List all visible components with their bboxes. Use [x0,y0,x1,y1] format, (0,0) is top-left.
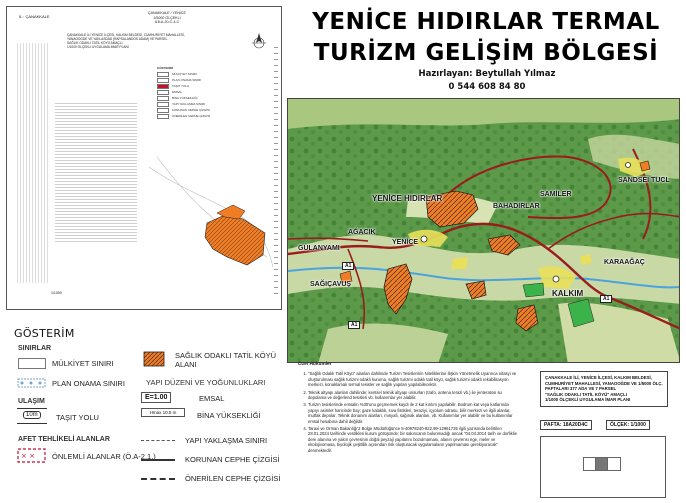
plan-title-block [540,371,668,407]
signature-area [540,436,666,498]
title-block-line: 1/1000 ÖLÇEKLİ UYGULAMA İMAR PLANI [545,397,631,402]
main-title-line2: TURİZM GELİŞİM BÖLGESİ [313,40,659,66]
legend-setback: YAPI YAKLAŞMA SINIRI [185,436,268,445]
map-label-karaagac: KARAAĞAÇ [604,259,645,266]
site-map[interactable] [287,98,680,363]
plan-legend-label: TAŞIT YOLU [172,84,190,88]
proposed-facade-sample [141,478,175,480]
main-title-line1: YENİCE HIDIRLAR TERMAL [312,9,660,35]
legend-protected-facade: KORUNAN CEPHE ÇİZGİSİ [185,455,280,464]
legend-plan-approval: PLAN ONAMA SINIRI [52,379,125,388]
notes-list [298,371,520,453]
province-label: İL : ÇANAKKALE [19,14,50,19]
map-label-sagicavus: SAĞIÇAVUŞ [310,281,352,288]
map-canvas [288,99,680,363]
plan-legend [157,65,269,143]
road-width-badge: 10m [23,411,41,419]
map-label-gulanyami: GÜLANYAMI [298,245,340,252]
legend-section-boundaries: SINIRLAR [18,345,52,352]
plan-title-text [67,33,187,49]
plan-legend-label: MÜLKİYET SINIRI [172,72,197,76]
map-label-yenice: YENİCE [392,239,419,246]
map-label-agacik: AĞACIK [348,229,376,236]
plan-header-line: İ18-A-20-C-4-C [154,20,180,25]
signature-box [607,457,621,471]
note-item: 1. "Sağlık Odaklı Tatil Köyü" alanları dahilinde Turizm Tesislerinin Niteliklerine İlişkin Yönetmelik Uyarınca nitasyi ve oluşturulması sağlık turizmi odaklı kuruma, sağlık turizmi odaklı tatil köyü, sağlık turizmi odaklı rekabilitasyon merkezi, konaklamalı termal tesisler ve sağlık yapıları yapılabilecektir. [308,371,520,387]
plan-title-line: YANAOOGDE VE YAKLASDAD (RAPSALANDOS ADAM) VE PARSEL [67,37,168,41]
road-badge: A1 [600,295,612,303]
note-item: 4. Taraxi ve Orman Bakanlığı'2 Bolge Müdürlüğünce 5-40978240-822.99-12961735 ilgili yazısında belirtilen 28.01.2024 tarihinde verdikleri kurum görüşünde; bir sakıncanın bulunmadığı ancak "04.04.2014 tarih ve dorfiklie dere alanına ve yakın çevresinin doğal peyzaji yapılarını bozulmaması, alanın çevrensı ege, meler ve ekolojivomasa, biyolojik çeşitlilik açısından risk oluşturacak uygulamaların yapılmaması gerekiyuracak" denmektedir. [308,426,520,453]
title-block-line: CUMHURİYET MAHALLESİ, YANAOOĞDE VE 1/5000 ÖLÇ. [545,380,663,386]
title-block-line: "SAĞLIK ODAKLI TATİL KÖYÜ" AMAÇLI [545,391,627,397]
precaution-area-sample [17,448,47,464]
legend-property: MÜLKİYET SINIRI [52,359,114,368]
plan-legend-label: PLAN ONAMA SINIRI [172,78,202,82]
map-label-yenice-hidirlar: YENİCE HIDIRLAR [372,194,443,203]
plan-title-line: ÇANAKKALE İLİ YENİCE İLÇESİ, KALKIM BELDESİ, CUMHURİYET MAHALLESİ, [67,33,185,37]
note-item: 3. Turizm tesislerinde emsalin %30'unu geçmemek kaydı ile 2 kat kırılım yapılabilir. Bodrum kat veya katlarında yapıyı asimlet haricinde bay; gaze kalaklık, sıva fistisleri, teraziyi, içyolum odrasu, bilir merkezi ve ilgili alanlar, mutfak depolar. Teknik donanım alanları, mısyafi, sağınak alanları, vb. Kullanımlar yer alabilir ve bu kullanımlar emsal hesabına dahil değildir. [308,402,520,424]
scale-label: ÖLÇEK: 1/1000 [606,420,650,430]
legend-section-transport: ULAŞIM [18,398,45,405]
phone-number: 0 544 608 84 80 [448,82,526,92]
plan-approval-sample [17,376,47,390]
map-label-samiler: SAMİLER [540,191,572,198]
plan-legend-row [157,113,269,119]
plan-title-line: SAĞLIK ODAKLI TATİL KÖYÜ AMAÇLI [67,41,123,45]
title-block-line: ÇANAKKALE İLİ, YENİCE İLÇESİ, KALKIM BELDESİ, [545,375,652,380]
legend-road: TAŞIT YOLU [56,413,99,422]
plan-ruler [274,47,278,297]
prepared-by: Hazırlayan: Beytullah Yılmaz [418,69,556,79]
legend-health-resort: SAĞLIK ODAKLI TATİL KÖYÜ ALANI [175,351,277,369]
plan-notes-lines [55,103,137,243]
plan-sidebar-hatch [17,43,49,283]
plan-header-line: ÇANAKKALE / YENİCE [148,11,186,15]
plan-legend-label: KORUNAN CEPHE ÇİZGİSİ [172,108,210,112]
title-block-line: PAFTALARI 377 ADA VE 7 PARSEL [545,386,617,391]
plan-sheet [6,6,282,310]
plan-header [67,11,267,25]
property-boundary-sample [18,358,46,369]
plan-header-line: 1/5000 ÖLÇEKLİ [153,15,181,20]
plan-legend-label: YAPI YAKLAŞMA SINIRI [172,102,205,106]
road-badge: A1 [348,321,360,329]
health-resort-sample [143,351,165,367]
plan-scale: 1/1000 [51,291,62,295]
legend-title: GÖSTERİM [14,327,75,340]
special-provisions [298,362,520,498]
svg-text:× ×: × × [21,452,35,460]
north-arrow-icon [251,33,267,53]
legend-emsal: EMSAL [199,394,225,403]
protected-facade-sample [141,459,175,461]
road-badge: A1 [342,262,354,270]
map-label-bahadirlar: BAHADIRLAR [493,203,540,210]
map-label-kalkim: KALKIM [552,289,584,298]
notes-header: Özel Hükümler [298,362,332,367]
plan-legend-header: GÖSTERİM [157,66,174,70]
pafta-label: PAFTA: 18A20D4C [540,420,592,430]
plan-legend-label: BİNA YÜKSEKLİĞİ [172,96,198,100]
plan-title-line: 1/1000 ÖLÇEKLİ UYGULAMA İMAR PLANI [67,45,129,49]
emsal-sample: E=1.00 [141,392,171,403]
legend-section-structure: YAPI DÜZENİ VE YOĞUNLUKLARI [146,378,266,387]
plan-drawing [147,157,275,287]
plan-legend-label: ÖNERİLEN CEPHE ÇİZGİSİ [172,114,211,118]
map-label-sandsei: SANDSEI TUCL [618,177,670,184]
road-sample [17,408,47,424]
legend-section-hazard: AFET TEHLİKELİ ALANLAR [18,436,110,443]
legend-precaution: ÖNLEMLİ ALANLAR (Ö.A-2.1.) [52,452,156,461]
legend-proposed-facade: ÖNERİLEN CEPHE ÇİZGİSİ [185,474,281,483]
plan-legend-label: EMSAL [172,90,183,94]
note-item: 2. Teknik altyapı alanları dahilinde; kentsel teknik altyapı unsurları (trafo, antena terazi vb.) ile jenteratosi su depolama ve değerlend tesisleri vb. kullanımlar yer alabilir. [308,390,520,401]
legend-height: BİNA YÜKSEKLİĞİ [197,411,261,420]
height-sample: Hmax 10.5 m [141,408,185,417]
setback-sample [141,440,175,441]
